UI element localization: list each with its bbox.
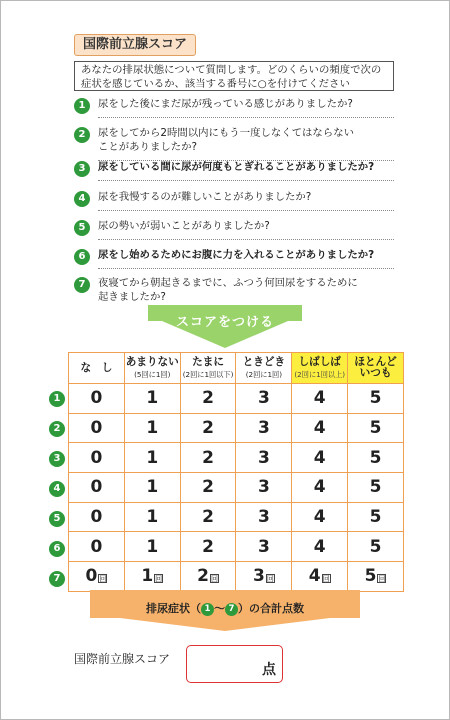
question-number: 5 [74, 220, 90, 236]
times-suffix: 回 [266, 575, 274, 584]
score-arrow-label: スコアをつける [175, 315, 274, 330]
question-number: 1 [74, 98, 90, 114]
score-value: 3 [257, 477, 270, 498]
score-option[interactable] [124, 443, 180, 473]
score-option[interactable] [348, 384, 404, 414]
score-option[interactable] [292, 473, 348, 503]
column-frequency: (2回に1回以下) [182, 369, 234, 379]
score-option[interactable] [348, 502, 404, 532]
sum-label-to: 7 [225, 603, 238, 616]
score-value: 4 [313, 536, 326, 557]
score-value: 3 [257, 447, 270, 468]
row-number: 4 [49, 481, 65, 497]
sum-label [90, 600, 360, 616]
score-value: 3 [257, 536, 270, 557]
score-value: 4 [313, 418, 326, 439]
score-value: 4 [313, 447, 326, 468]
score-value: 1 [146, 477, 159, 498]
column-label: ときどき [242, 355, 286, 368]
row-number: 7 [49, 571, 65, 587]
score-value: 0 [90, 507, 103, 528]
column-frequency: (2回に1回) [245, 369, 283, 379]
score-value: 5 [369, 447, 382, 468]
score-value: 2 [202, 447, 214, 468]
times-suffix: 回 [99, 575, 107, 584]
column-label: ほとんど いつも [354, 356, 397, 379]
question-number: 2 [74, 127, 90, 143]
score-option[interactable] [180, 532, 236, 562]
score-option[interactable] [69, 532, 125, 562]
total-score-unit: 点 [262, 662, 276, 678]
row-number: 3 [49, 451, 65, 467]
question-number: 4 [74, 191, 90, 207]
score-value: 4 [313, 477, 326, 498]
question-divider [98, 180, 394, 181]
question-divider [98, 117, 394, 118]
score-table [68, 352, 404, 592]
score-value: 1 [146, 388, 159, 409]
score-value: 1 [141, 566, 154, 587]
question-text: 尿を我慢するのが難しいことがありましたか? [98, 191, 312, 203]
score-option[interactable] [348, 473, 404, 503]
score-value: 1 [146, 507, 159, 528]
score-option[interactable] [236, 443, 292, 473]
question-text: 夜寝てから朝起きるまでに、ふつう何回尿をするために 起きましたか? [98, 277, 358, 303]
score-option[interactable] [236, 413, 292, 443]
question-divider [98, 210, 394, 211]
score-option[interactable] [348, 562, 404, 592]
instructions: あなたの排尿状態について質問します。どのくらいの頻度で次の症状を感じているか、該当する番号に○を付けてください [74, 61, 394, 91]
score-option[interactable] [124, 502, 180, 532]
score-option[interactable] [124, 473, 180, 503]
times-suffix: 回 [155, 575, 163, 584]
score-row-1 [69, 384, 404, 414]
score-value: 3 [252, 566, 265, 587]
column-header-3 [236, 353, 292, 384]
column-frequency: (5回に1回) [134, 369, 171, 379]
question-number: 6 [74, 249, 90, 265]
score-option[interactable] [180, 562, 236, 592]
score-option[interactable] [236, 473, 292, 503]
score-option[interactable] [292, 413, 348, 443]
times-suffix: 回 [210, 575, 218, 584]
score-option[interactable] [69, 502, 125, 532]
score-option[interactable] [348, 413, 404, 443]
score-value: 2 [202, 536, 214, 557]
score-option[interactable] [180, 384, 236, 414]
score-row-2 [69, 413, 404, 443]
total-score-field[interactable] [186, 645, 283, 683]
sum-label-prefix: 排尿症状（ [146, 602, 201, 615]
row-number: 6 [49, 541, 65, 557]
score-option[interactable] [292, 562, 348, 592]
score-option[interactable] [180, 413, 236, 443]
column-label: しばしば [298, 355, 341, 368]
score-value: 2 [202, 418, 214, 439]
column-header-2 [180, 353, 236, 384]
score-row-6 [69, 532, 404, 562]
score-option[interactable] [292, 502, 348, 532]
score-value: 1 [146, 447, 159, 468]
column-header-1 [124, 353, 180, 384]
score-value: 5 [369, 388, 382, 409]
score-value: 0 [90, 477, 103, 498]
score-option[interactable] [180, 502, 236, 532]
score-option[interactable] [180, 443, 236, 473]
score-option[interactable] [180, 473, 236, 503]
score-option[interactable] [124, 413, 180, 443]
question-number: 3 [74, 161, 90, 177]
question-text: 尿をしている間に尿が何度もとぎれることがありましたか? [98, 161, 375, 173]
question-text: 尿をし始めるためにお腹に力を入れることがありましたか? [98, 249, 375, 261]
score-value: 0 [90, 536, 103, 557]
score-value: 2 [202, 507, 214, 528]
question-text: 尿をした後にまだ尿が残っている感じがありましたか? [98, 98, 353, 110]
sum-label-suffix: ）の合計点数 [238, 602, 304, 615]
score-option[interactable] [124, 532, 180, 562]
score-value: 4 [308, 566, 321, 587]
score-option[interactable] [236, 384, 292, 414]
score-value: 0 [90, 388, 103, 409]
score-option[interactable] [292, 532, 348, 562]
score-value: 5 [369, 507, 382, 528]
column-header-4 [292, 353, 348, 384]
row-number: 2 [49, 421, 65, 437]
score-value: 5 [369, 418, 382, 439]
score-value: 5 [369, 536, 382, 557]
times-suffix: 回 [322, 575, 330, 584]
score-option[interactable] [69, 384, 125, 414]
score-value: 4 [313, 507, 326, 528]
score-row-7 [69, 562, 404, 592]
score-option[interactable] [236, 532, 292, 562]
question-divider [98, 239, 394, 240]
column-header-0 [69, 353, 125, 384]
page-title: 国際前立腺スコア [74, 34, 196, 56]
column-header-5 [348, 353, 404, 384]
score-option[interactable] [236, 562, 292, 592]
score-value: 5 [364, 566, 377, 587]
score-value: 3 [257, 388, 270, 409]
column-label: たまに [192, 355, 224, 368]
row-number: 1 [49, 391, 65, 407]
score-row-4 [69, 473, 404, 503]
score-value: 4 [313, 388, 326, 409]
score-table-header [69, 353, 404, 384]
score-option[interactable] [348, 532, 404, 562]
score-value: 0 [85, 566, 98, 587]
times-suffix: 回 [378, 575, 386, 584]
score-option[interactable] [292, 384, 348, 414]
question-text: 尿の勢いが弱いことがありましたか? [98, 220, 270, 232]
score-value: 3 [257, 507, 270, 528]
score-row-3 [69, 443, 404, 473]
score-option[interactable] [124, 562, 180, 592]
row-number: 5 [49, 511, 65, 527]
score-value: 2 [202, 477, 214, 498]
score-option[interactable] [292, 443, 348, 473]
score-value: 2 [197, 566, 209, 587]
score-option[interactable] [236, 502, 292, 532]
score-row-5 [69, 502, 404, 532]
column-label: な し [80, 361, 113, 374]
score-value: 3 [257, 418, 270, 439]
column-label: あまりない [125, 355, 179, 368]
score-option[interactable] [69, 443, 125, 473]
score-option[interactable] [69, 473, 125, 503]
sum-label-from: 1 [201, 603, 214, 616]
score-option[interactable] [69, 413, 125, 443]
score-value: 0 [90, 418, 103, 439]
score-option[interactable] [69, 562, 125, 592]
score-value: 5 [369, 477, 382, 498]
score-option[interactable] [124, 384, 180, 414]
question-divider [98, 268, 394, 269]
score-value: 2 [202, 388, 214, 409]
sum-label-tilde: 〜 [214, 602, 225, 615]
question-text: 尿をしてから2時間以内にもう一度しなくてはならない ことがありましたか? [98, 127, 354, 153]
column-frequency: (2回に1回以上) [294, 369, 346, 379]
score-value: 1 [146, 418, 159, 439]
score-value: 1 [146, 536, 159, 557]
score-option[interactable] [348, 443, 404, 473]
score-value: 0 [90, 447, 103, 468]
total-score-label: 国際前立腺スコア [74, 652, 171, 666]
question-number: 7 [74, 277, 90, 293]
